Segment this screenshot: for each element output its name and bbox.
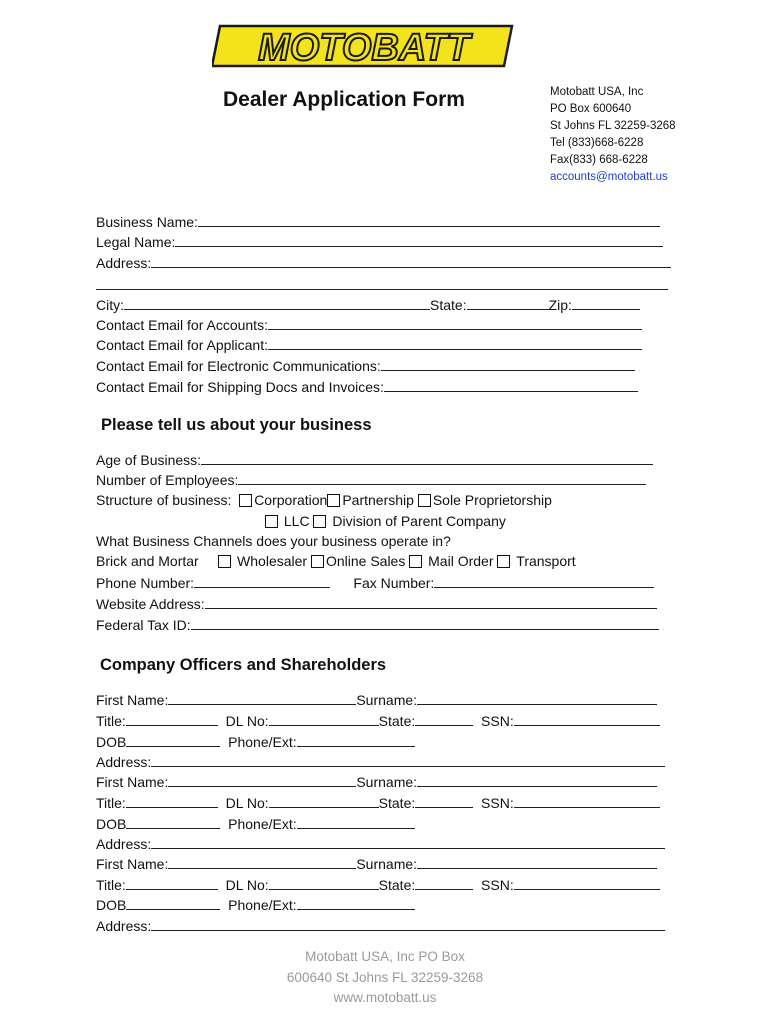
legal-name-input[interactable] — [175, 233, 663, 247]
channels-question: What Business Channels does your business operate in? — [96, 533, 451, 549]
officer-state-label: State: — [378, 877, 416, 893]
business-section-heading: Please tell us about your business — [101, 416, 372, 434]
officer-3-id-row — [96, 876, 660, 893]
footer-line-1: Motobatt USA, Inc PO Box — [305, 949, 465, 964]
officer-1-address-input[interactable] — [151, 753, 665, 767]
officer-title-label: Title: — [96, 877, 126, 893]
company-po-box: PO Box 600640 — [550, 103, 632, 115]
llc-option: LLC — [283, 513, 310, 529]
transport-checkbox[interactable] — [497, 555, 510, 568]
city-input[interactable] — [124, 296, 430, 310]
business-name-row — [96, 213, 660, 230]
officer-3-dob-row — [96, 896, 415, 913]
structure-row-2 — [265, 513, 506, 529]
officer-1-address-row — [96, 753, 665, 770]
officer-title-label: Title: — [96, 795, 126, 811]
officer-1-surname-input[interactable] — [417, 691, 657, 705]
age-input[interactable] — [201, 451, 653, 465]
city-label: City: — [96, 297, 124, 313]
email-accounts-input[interactable] — [268, 316, 642, 330]
email-applicant-input[interactable] — [268, 336, 642, 350]
officer-dob-label: DOB — [96, 897, 127, 913]
tax-id-input[interactable] — [191, 616, 659, 630]
officer-1-phone-input[interactable] — [297, 733, 415, 747]
fax-label: Fax Number: — [353, 575, 435, 591]
city-state-zip-row — [96, 296, 640, 313]
officer-title-label: Title: — [96, 713, 126, 729]
officer-dob-label: DOB — [96, 734, 127, 750]
officer-dl-label: DL No: — [225, 795, 269, 811]
officer-2-title-input[interactable] — [126, 794, 218, 808]
officer-ssn-label: SSN: — [481, 795, 514, 811]
logo-wordmark: MOTOBATT — [258, 27, 470, 69]
officer-ssn-label: SSN: — [481, 713, 514, 729]
company-address-block — [550, 84, 676, 186]
officer-3-address-row — [96, 917, 665, 934]
officer-2-name-row — [96, 773, 657, 790]
officer-2-address-input[interactable] — [151, 835, 665, 849]
sole-proprietorship-checkbox[interactable] — [418, 494, 431, 507]
officer-1-dl-input[interactable] — [269, 712, 379, 726]
company-name: Motobatt USA, Inc — [550, 86, 644, 98]
officer-1-title-input[interactable] — [126, 712, 218, 726]
tax-id-row — [96, 616, 659, 633]
email-applicant-row — [96, 336, 642, 353]
address-input-line2[interactable] — [96, 289, 668, 290]
zip-input[interactable] — [572, 296, 640, 310]
email-shipping-label: Contact Email for Shipping Docs and Invoices: — [96, 379, 384, 395]
structure-row — [96, 492, 552, 508]
email-accounts-label: Contact Email for Accounts: — [96, 317, 268, 333]
officer-phone-label: Phone/Ext: — [228, 816, 297, 832]
online-sales-checkbox[interactable] — [311, 555, 324, 568]
officer-1-id-row — [96, 712, 660, 729]
footer-website-link[interactable]: www.motobatt.us — [333, 990, 437, 1005]
structure-label: Structure of business: — [96, 492, 232, 508]
phone-fax-row — [96, 574, 654, 591]
brick-and-mortar-option: Brick and Mortar — [96, 553, 199, 569]
officer-3-state-input[interactable] — [415, 876, 473, 890]
officer-dl-label: DL No: — [225, 877, 269, 893]
officer-first-name-label: First Name: — [96, 692, 169, 708]
officer-2-dl-input[interactable] — [269, 794, 379, 808]
address-row — [96, 254, 671, 271]
tax-id-label: Federal Tax ID: — [96, 617, 191, 633]
email-shipping-input[interactable] — [384, 378, 638, 392]
officer-3-phone-input[interactable] — [297, 896, 415, 910]
transport-option: Transport — [516, 553, 576, 569]
website-row — [96, 595, 657, 612]
mail-order-checkbox[interactable] — [409, 555, 422, 568]
officer-3-address-input[interactable] — [151, 917, 665, 931]
officer-address-label: Address: — [96, 836, 152, 852]
officer-address-label: Address: — [96, 918, 152, 934]
officer-surname-label: Surname: — [356, 856, 418, 872]
sole-proprietorship-option: Sole Proprietorship — [432, 492, 552, 508]
officer-1-name-row — [96, 691, 657, 708]
officer-surname-label: Surname: — [356, 774, 418, 790]
email-applicant-label: Contact Email for Applicant: — [96, 337, 268, 353]
llc-checkbox[interactable] — [265, 515, 278, 528]
business-name-input[interactable] — [198, 213, 660, 227]
officer-2-dob-row — [96, 815, 415, 832]
partnership-option: Partnership — [342, 492, 414, 508]
officer-1-ssn-input[interactable] — [514, 712, 660, 726]
officer-3-title-input[interactable] — [126, 876, 218, 890]
age-row — [96, 451, 653, 468]
email-electronic-row — [96, 357, 635, 374]
fax-input[interactable] — [434, 574, 654, 588]
division-parent-checkbox[interactable] — [313, 515, 326, 528]
age-label: Age of Business: — [96, 452, 202, 468]
state-input[interactable] — [467, 296, 549, 310]
employees-label: Number of Employees: — [96, 472, 239, 488]
wholesaler-option: Wholesaler — [237, 553, 308, 569]
officer-address-label: Address: — [96, 754, 152, 770]
officer-3-ssn-input[interactable] — [514, 876, 660, 890]
page-title: Dealer Application Form — [223, 88, 465, 111]
officer-3-first-name-input[interactable] — [168, 855, 356, 869]
officer-2-ssn-input[interactable] — [514, 794, 660, 808]
channels-row — [96, 553, 576, 569]
officer-3-dob-input[interactable] — [126, 896, 220, 910]
phone-input[interactable] — [194, 574, 330, 588]
officer-state-label: State: — [378, 795, 416, 811]
website-input[interactable] — [205, 595, 657, 609]
website-label: Website Address: — [96, 596, 205, 612]
state-label: State: — [430, 297, 467, 313]
officer-3-dl-input[interactable] — [269, 876, 379, 890]
officer-2-address-row — [96, 835, 665, 852]
officer-3-name-row — [96, 855, 657, 872]
email-accounts-row — [96, 316, 642, 333]
officer-dob-label: DOB — [96, 816, 127, 832]
employees-row — [96, 471, 646, 488]
officer-3-surname-input[interactable] — [417, 855, 657, 869]
online-sales-option: Online Sales — [325, 553, 406, 569]
company-tel: Tel (833)668-6228 — [550, 137, 644, 149]
officer-first-name-label: First Name: — [96, 774, 169, 790]
legal-name-label: Legal Name: — [96, 234, 176, 250]
corporation-option: Corporation — [254, 492, 328, 508]
company-email-link[interactable]: accounts@motobatt.us — [550, 171, 668, 183]
officer-2-phone-input[interactable] — [297, 815, 415, 829]
phone-label: Phone Number: — [96, 575, 195, 591]
division-parent-option: Division of Parent Company — [332, 513, 506, 529]
officer-2-state-input[interactable] — [415, 794, 473, 808]
business-name-label: Business Name: — [96, 214, 198, 230]
partnership-checkbox[interactable] — [327, 494, 340, 507]
mail-order-option: Mail Order — [428, 553, 494, 569]
email-electronic-label: Contact Email for Electronic Communications: — [96, 358, 381, 374]
address-label: Address: — [96, 255, 152, 271]
officer-1-dob-row — [96, 733, 415, 750]
legal-name-row — [96, 233, 663, 250]
officer-1-state-input[interactable] — [415, 712, 473, 726]
employees-input[interactable] — [238, 471, 646, 485]
officer-2-id-row — [96, 794, 660, 811]
company-fax: Fax(833) 668-6228 — [550, 154, 648, 166]
motobatt-logo — [212, 22, 520, 70]
footer-line-2: 600640 St Johns FL 32259-3268 — [286, 969, 484, 985]
officer-1-first-name-input[interactable] — [168, 691, 356, 705]
officer-2-first-name-input[interactable] — [168, 773, 356, 787]
officer-first-name-label: First Name: — [96, 856, 169, 872]
officer-phone-label: Phone/Ext: — [228, 897, 297, 913]
officer-surname-label: Surname: — [356, 692, 418, 708]
email-electronic-input[interactable] — [381, 357, 635, 371]
zip-label: Zip: — [548, 297, 572, 313]
officer-dl-label: DL No: — [225, 713, 269, 729]
corporation-checkbox[interactable] — [239, 494, 252, 507]
address-input-line1[interactable] — [151, 254, 671, 268]
officer-phone-label: Phone/Ext: — [228, 734, 297, 750]
footer — [0, 947, 770, 1009]
email-shipping-row — [96, 378, 638, 395]
officer-2-surname-input[interactable] — [417, 773, 657, 787]
officer-ssn-label: SSN: — [481, 877, 514, 893]
wholesaler-checkbox[interactable] — [218, 555, 231, 568]
officers-section-heading: Company Officers and Shareholders — [100, 656, 387, 674]
officer-1-dob-input[interactable] — [126, 733, 220, 747]
officer-2-dob-input[interactable] — [126, 815, 220, 829]
company-city: St Johns FL 32259-3268 — [550, 120, 676, 132]
officer-state-label: State: — [378, 713, 416, 729]
